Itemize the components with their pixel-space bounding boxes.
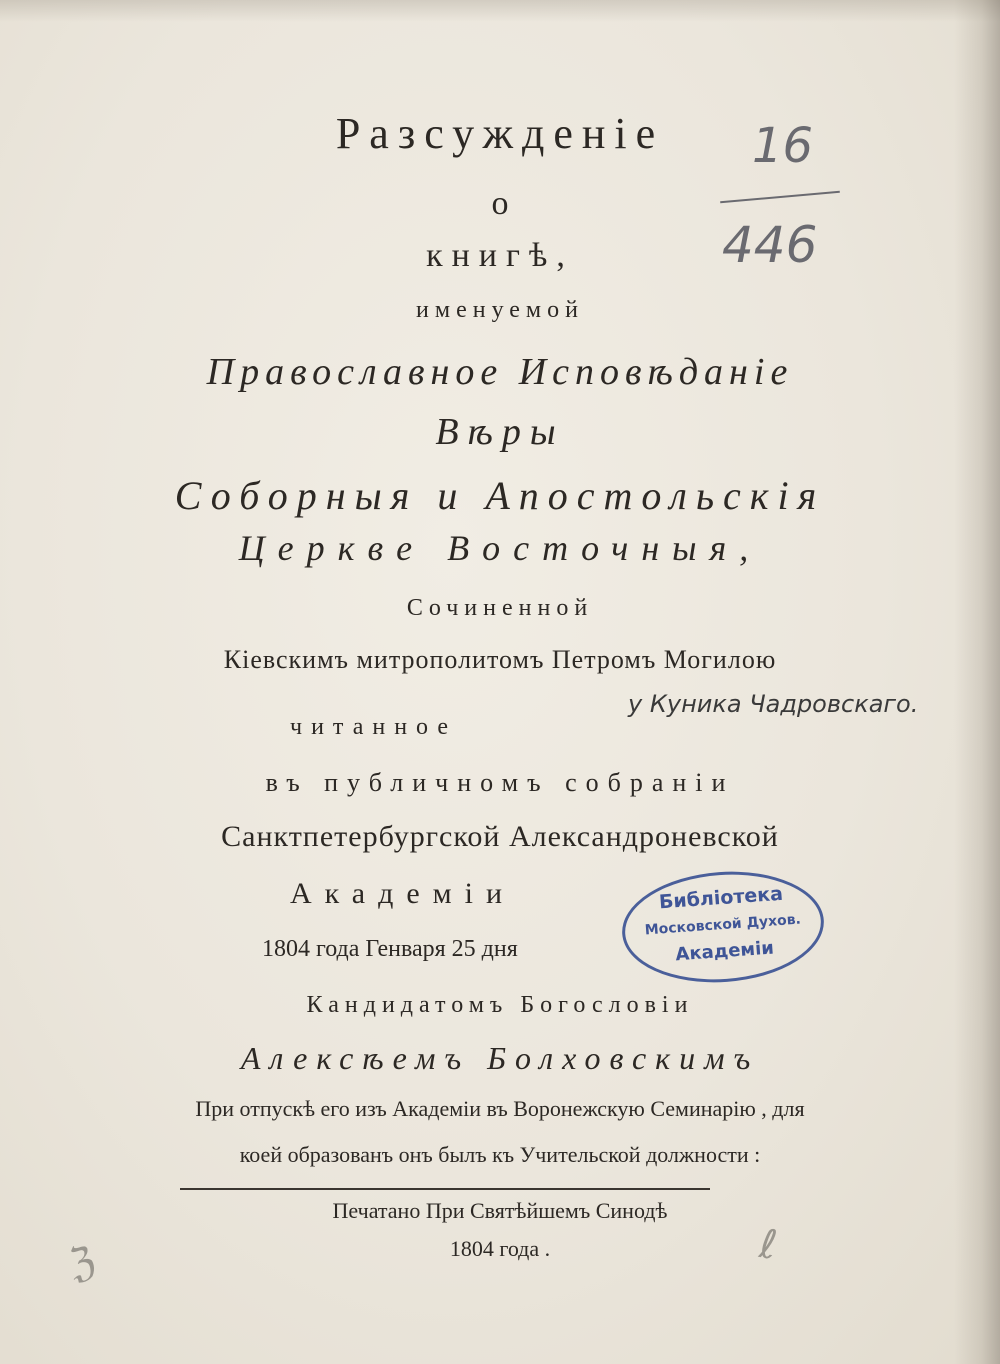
candidate-line: Кандидатомъ Богословіи [306,992,694,1018]
academy-name-line: Санктпетербургской Александроневской [221,820,779,853]
stamp-line-library: Библіотека [658,882,784,914]
academy-word: Академіи [290,877,516,910]
title-book-name: Православное Исповѣданіе [206,351,794,393]
dedication-line1: При отпускѣ его изъ Академіи въ Воронежскую Семинарію , для [195,1096,805,1121]
public-assembly-line: въ публичномъ собраніи [265,768,735,797]
title-preposition: о [491,185,509,222]
composed-word: Сочиненной [406,595,594,621]
imprint-line: Печатано При Святѣйшемъ Синодѣ [332,1198,668,1223]
handwritten-number-446: 446 [722,216,818,274]
stamp-line-academy: Академіи [674,937,775,966]
handwritten-number-16: 16 [752,118,814,174]
imprint-rule [180,1188,710,1190]
page-shadow-top [0,0,1000,22]
author-name-line: Алексѣемъ Болховскимъ [240,1040,760,1076]
read-word: читанное [290,714,457,740]
imprint-year: 1804 года . [449,1236,551,1261]
library-stamp [618,865,827,989]
title-named-word: именуемой [416,297,584,323]
pencil-scribble-right: ℓ [756,1221,780,1269]
title-faith-word: Вѣры [435,411,565,453]
dedication-line2: коей образованъ онъ былъ къ Учительской должности : [239,1142,761,1167]
title-word: Разсужденіе [335,109,665,158]
author-line: Кіевскимъ митрополитомъ Петромъ Могилою [223,645,777,674]
title-church-line2: Церкве Восточныя, [238,528,762,568]
date-line: 1804 года Генваря 25 дня [262,936,518,962]
handwritten-margin-note: у Куника Чадровскаго. [628,690,919,718]
title-church-line1: Соборныя и Апостольскія [174,473,826,518]
pencil-scribble-left: ℨ [65,1237,100,1289]
title-book-word: книгѣ, [426,237,574,274]
stamp-line-moscow: Московской Духов. [644,911,802,939]
